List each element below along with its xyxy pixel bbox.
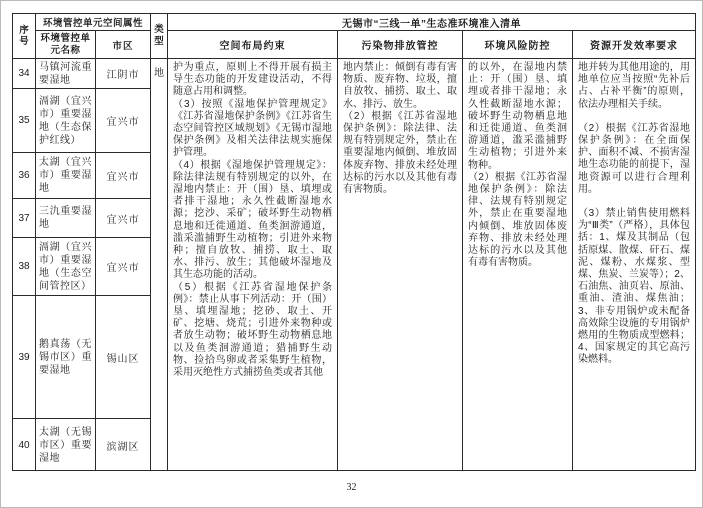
serial-cell: 35 [13,89,35,153]
serial-cell: 40 [18,439,30,451]
risk-prevention-text-cell [463,59,573,471]
serial-cell: 37 [13,199,35,238]
district-cell: 锡山区 [96,296,150,419]
page-number: 32 [346,482,357,493]
column-header-serial: 序号 [13,14,36,59]
column-header-risk-prevention: 环境风险防控 [463,31,573,59]
unit-name-column [36,59,96,471]
paragraph: 护为重点，原则上不得开展有损主导生态功能的开发建设活动，不得随意占用和调整。 [173,62,332,98]
unit-name-cell: 太湖（宜兴市）重要湿地 [36,153,95,199]
column-header-district: 市区 [96,31,151,59]
serial-cell: 36 [13,153,35,199]
spatial-layout-text-cell [168,59,338,471]
wetland-regulation-table [12,13,696,471]
column-header-resource-efficiency: 资源开发效率要求 [573,31,696,59]
paragraph: （2）根据《江苏省湿地保护条例》：除法律、法规有特别规定外，禁止在重要湿地内倾倒、堆放固体废弃物、排放未经处理达标的污水以及其他有毒有害物质。 [468,171,567,269]
district-column [96,59,151,471]
paragraph: 地并转为其他用途的，用地单位应当按照“先补后占、占补平衡”的原则，依法办理相关手续。 [578,62,690,110]
paragraph: （5）根据《江苏省湿地保护条例》：禁止从事下列活动：开（围）垦、填埋湿地；挖砂、取土、开矿、挖塘、烧荒；引进外来物种或者放生动物；破坏野生动物栖息地以及鱼类洄游通道；猎捕野生动物、捡拾鸟卵或者采集野生植物，采用灭绝性方式捕捞鱼类或者其他 [173,281,332,379]
paragraph: （4）根据《湿地保护管理规定》：除法律法规有特别规定的以外，在湿地内禁止：开（围）垦、填埋或者排干湿地；永久性截断湿地水源；挖沙、采矿；破坏野生动物栖息地和迁徙通道、鱼类洄游通道，滥采滥捕野生动植物；引进外来物种；擅自放牧、捕捞、取土、取水、排污、放生；其他破坏湿地及其生态功能的活动。 [173,159,332,281]
serial-column [13,59,36,471]
unit-name-cell: 马镇河流重要湿地 [36,59,95,89]
paragraph: 的以外，在湿地内禁止：开（围）垦、填埋或者排干湿地；永久性截断湿地水源；破坏野生动物栖息地和迁徙通道、鱼类洄游通道，滥采滥捕野生动植物；引进外来物种。 [468,62,567,171]
unit-name-cell: 滆湖（宜兴市）重要湿地（生态保护红线） [36,89,95,153]
column-header-type: 类型 [151,14,168,59]
table-title-header: 无锡市“三线一单”生态准环境准入清单 [168,14,696,31]
type-cell: 地 [151,59,168,471]
column-group-header-spatial-attributes: 环境管控单元空间属性 [36,14,151,31]
serial-cell: 38 [13,238,35,296]
district-cell: 江阴市 [96,59,150,89]
district-cell: 宜兴市 [96,153,150,199]
paragraph: （3）禁止销售使用燃料为“Ⅲ类”（严格），具体包括：1、煤及其制品（包括原煤、散煤、矸石、煤泥、煤粉、水煤浆、型煤、焦炭、兰炭等）；2、石油焦、油页岩、原油、重油、渣油、煤焦油；3、非专用锅炉或未配备高效除尘设施的专用锅炉燃用的生物质成型燃料；4、国家规定的其它高污染燃料。 [578,208,690,366]
column-header-unit-name: 环境管控单元名称 [36,31,96,59]
column-header-pollution-control: 污染物排放管控 [338,31,463,59]
paragraph: （2）根据《江苏省湿地保护条例》：在全面保护、面积不减、不损害湿地生态功能的前提下，湿地资源可以进行合理利用。 [578,122,690,195]
paragraph: （2）根据《江苏省湿地保护条例》：除法律、法规有特别规定外，禁止在重要湿地内倾倒、堆放固体废弃物、排放未经处理达标的污水以及其他有毒有害物质。 [343,110,457,196]
district-cell: 宜兴市 [96,89,150,153]
paragraph: （3）按照《湿地保护管理规定》《江苏省湿地保护条例》《江苏省生态空间管控区域规划》《无锡市湿地保护条例》及相关法律法规实施保护管理。 [173,98,332,159]
column-header-spatial-layout: 空间布局约束 [168,31,338,59]
paragraph: 地内禁止：倾倒有毒有害物质、废弃物、垃圾，擅自放牧、捕捞、取土、取水、排污、放生。 [343,62,457,110]
resource-efficiency-text-cell [573,59,696,471]
serial-cell: 34 [13,59,35,89]
district-cell: 宜兴市 [96,238,150,296]
unit-name-cell: 三氿重要湿地 [36,199,95,238]
unit-name-cell: 太湖（无锡市区）重要湿地 [39,426,92,464]
unit-name-cell: 滆湖（宜兴市）重要湿地（生态空间管控区） [36,238,95,296]
serial-cell: 39 [13,296,35,419]
district-cell: 宜兴市 [96,199,150,238]
pollution-control-text-cell [338,59,463,471]
district-cell: 滨湖区 [106,441,140,453]
unit-name-cell: 鹅真荡（无锡市区）重要湿地 [36,296,95,419]
